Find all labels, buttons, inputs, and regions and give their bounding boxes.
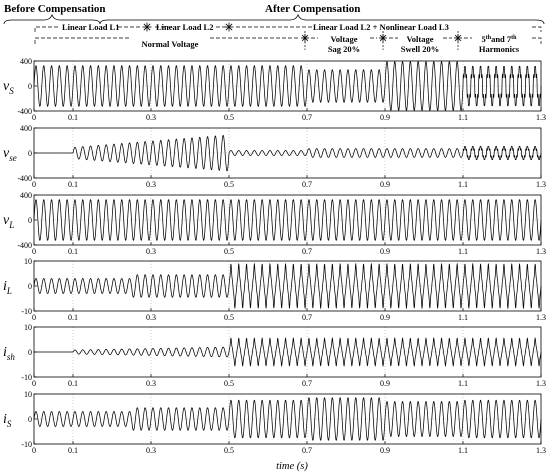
waveform-series (34, 200, 541, 241)
panel-v-se (3, 124, 546, 189)
panel-i-s (3, 390, 546, 455)
asterisk-icon (143, 23, 152, 32)
x-tick-label: 0.5 (224, 313, 234, 322)
y-tick-label: -10 (21, 440, 32, 449)
x-tick-label: 1.3 (536, 180, 546, 189)
label-linear-load-l1: Linear Load L1 (62, 22, 120, 32)
panel-v-s (3, 57, 546, 122)
y-tick-label: -10 (21, 307, 32, 316)
x-tick-label: 0.7 (302, 113, 312, 122)
x-tick-label: 1.1 (458, 379, 468, 388)
label-voltage-sag: Voltage (330, 34, 358, 44)
asterisk-icon (225, 23, 234, 32)
x-tick-label: 0.9 (380, 446, 390, 455)
x-tick-label: 0.7 (302, 247, 312, 256)
x-tick-label: 0.1 (68, 379, 78, 388)
label-normal-voltage: Normal Voltage (141, 39, 199, 49)
x-tick-label: 0.7 (302, 446, 312, 455)
subplots (3, 57, 546, 455)
x-tick-label: 0 (32, 180, 36, 189)
annotation-header (4, 3, 544, 54)
before-compensation-label: Before Compensation (4, 3, 106, 15)
x-tick-label: 1.3 (536, 113, 546, 122)
label-linear-load-l2: Linear Load L2 (156, 22, 214, 32)
y-axis-label: $v_L$ (3, 213, 15, 230)
x-tick-label: 1.1 (458, 313, 468, 322)
x-tick-label: 0.3 (146, 247, 156, 256)
y-tick-label: 0 (28, 415, 32, 424)
label-harmonics-order: 5thand 7th (481, 34, 517, 44)
x-tick-label: 0.3 (146, 313, 156, 322)
x-tick-label: 0.1 (68, 446, 78, 455)
label-harmonics: Harmonics (478, 44, 520, 54)
x-tick-label: 0.9 (380, 180, 390, 189)
x-tick-label: 0.3 (146, 446, 156, 455)
x-tick-label: 0.9 (380, 247, 390, 256)
x-tick-label: 0.9 (380, 313, 390, 322)
y-axis-label: $v_S$ (3, 79, 14, 96)
panel-i-l (3, 257, 546, 322)
x-tick-label: 1.1 (458, 113, 468, 122)
y-tick-label: 0 (28, 216, 32, 225)
x-tick-label: 0.7 (302, 313, 312, 322)
y-tick-label: 0 (28, 282, 32, 291)
x-tick-label: 0.9 (380, 113, 390, 122)
label-voltage-swell: Voltage (406, 34, 434, 44)
x-axis-label: time (s) (276, 461, 308, 472)
waveform-series (34, 338, 541, 366)
waveform-series (34, 398, 541, 441)
y-tick-label: -400 (17, 241, 32, 250)
y-tick-label: -400 (17, 174, 32, 183)
y-axis-label: $i_S$ (3, 412, 12, 429)
x-tick-label: 0.1 (68, 113, 78, 122)
x-tick-label: 0.5 (224, 379, 234, 388)
x-tick-label: 0.1 (68, 180, 78, 189)
y-tick-label: 400 (20, 57, 32, 66)
x-tick-label: 0.5 (224, 247, 234, 256)
y-axis-label: $i_{sh}$ (3, 345, 15, 362)
y-tick-label: 10 (24, 323, 32, 332)
x-tick-label: 0.5 (224, 446, 234, 455)
after-compensation-label: After Compensation (265, 3, 361, 15)
label-voltage-sag-percent: Sag 20% (327, 44, 361, 54)
x-tick-label: 1.1 (458, 247, 468, 256)
x-tick-label: 0.3 (146, 113, 156, 122)
y-axis-label: $i_L$ (3, 279, 12, 296)
x-tick-label: 0.9 (380, 379, 390, 388)
x-tick-label: 1.1 (458, 446, 468, 455)
x-tick-label: 1.3 (536, 446, 546, 455)
x-tick-label: 1.3 (536, 379, 546, 388)
x-tick-label: 0.3 (146, 379, 156, 388)
x-tick-label: 0.1 (68, 247, 78, 256)
x-tick-label: 0.1 (68, 313, 78, 322)
x-tick-label: 1.3 (536, 247, 546, 256)
x-tick-label: 0.7 (302, 379, 312, 388)
x-tick-label: 0 (32, 313, 36, 322)
y-tick-label: 400 (20, 124, 32, 133)
y-axis-label: $v_{se}$ (3, 146, 17, 163)
y-tick-label: 10 (24, 390, 32, 399)
x-tick-label: 0.3 (146, 180, 156, 189)
panel-i-sh (3, 323, 546, 388)
y-tick-label: -10 (21, 373, 32, 382)
waveform-series (34, 62, 541, 111)
waveform-series (34, 264, 541, 308)
y-tick-label: 0 (28, 149, 32, 158)
x-tick-label: 0.5 (224, 180, 234, 189)
y-tick-label: 0 (28, 348, 32, 357)
y-tick-label: 400 (20, 191, 32, 200)
waveform-series (34, 135, 541, 171)
y-tick-label: 10 (24, 257, 32, 266)
panel-v-l (3, 191, 546, 256)
y-tick-label: 0 (28, 82, 32, 91)
x-tick-label: 0 (32, 247, 36, 256)
y-tick-label: -400 (17, 107, 32, 116)
label-linear-load-l2-nonlinear-l3: Linear Load L2 + Nonlinear Load L3 (313, 22, 449, 32)
x-tick-label: 0.7 (302, 180, 312, 189)
x-tick-label: 0 (32, 113, 36, 122)
label-voltage-swell-percent: Swell 20% (400, 44, 440, 54)
x-tick-label: 0 (32, 446, 36, 455)
x-tick-label: 1.3 (536, 313, 546, 322)
x-tick-label: 0.5 (224, 113, 234, 122)
x-tick-label: 1.1 (458, 180, 468, 189)
x-tick-label: 0 (32, 379, 36, 388)
